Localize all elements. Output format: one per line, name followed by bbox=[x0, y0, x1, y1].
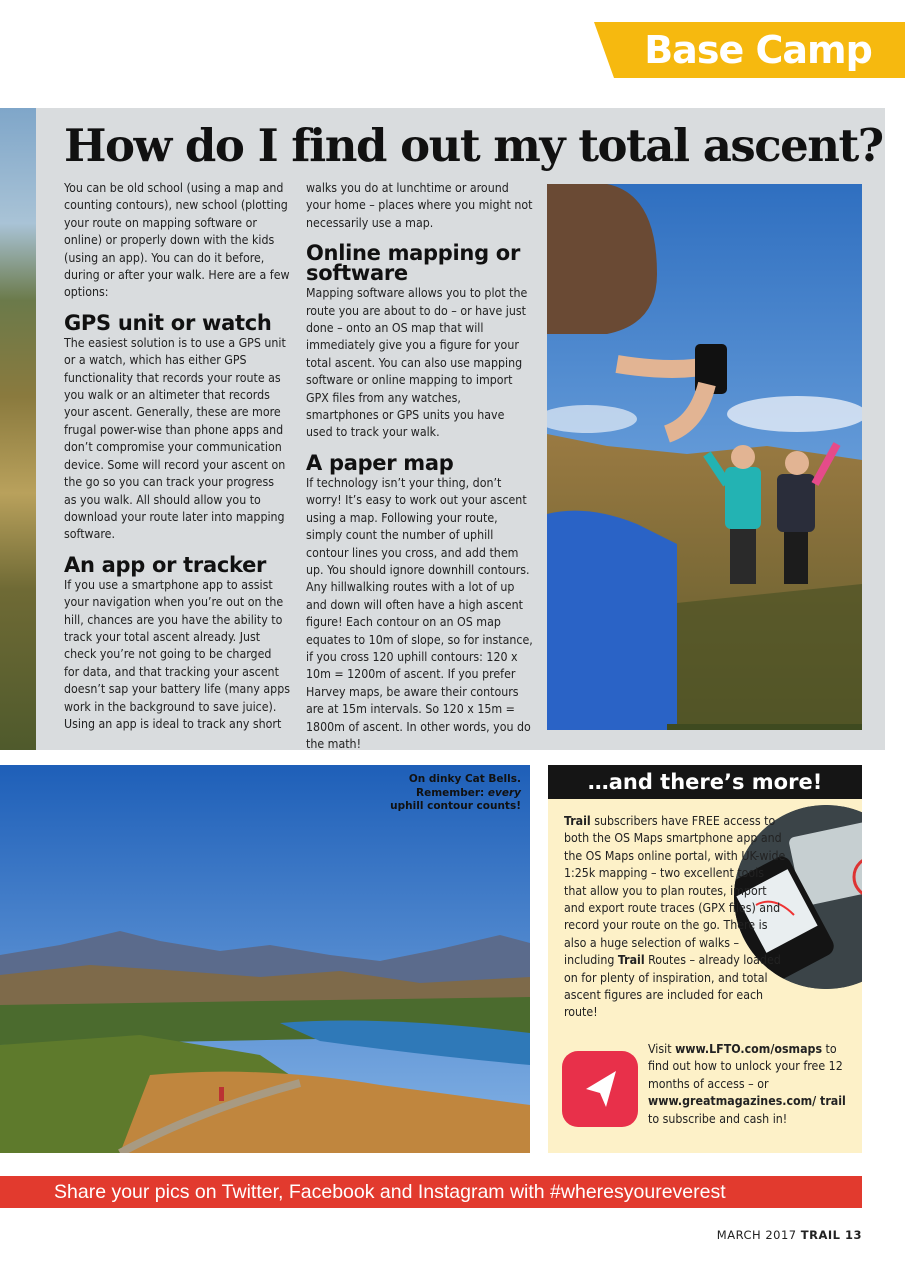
sidebar-text-4: to subscribe and cash in! bbox=[648, 1111, 788, 1126]
os-maps-app-icon bbox=[562, 1051, 638, 1127]
visit-text: Visit bbox=[648, 1042, 676, 1056]
gps-heading: GPS unit or watch bbox=[64, 310, 272, 335]
lfto-link[interactable]: www.LFTO.com/osmaps bbox=[675, 1042, 823, 1056]
hikers-photo bbox=[547, 184, 862, 730]
headline: How do I find out my total ascent? bbox=[64, 119, 883, 172]
article-column-2 bbox=[306, 180, 534, 753]
app-heading: An app or tracker bbox=[64, 552, 267, 577]
article-column-1 bbox=[64, 180, 290, 733]
online-heading: Online mapping or software bbox=[306, 241, 520, 286]
section-tag bbox=[594, 22, 905, 78]
left-photo-strip bbox=[0, 108, 36, 750]
sidebar-text-3: to find out how to unlock your free 12 months of access – or bbox=[648, 1042, 843, 1091]
section-tag-label: Base Camp bbox=[644, 28, 872, 72]
brand-trail-2: Trail bbox=[617, 953, 645, 968]
caption-line-2-text: Remember: bbox=[415, 786, 488, 799]
greatmagazines-link[interactable]: www.greatmagazines.com/ trail bbox=[648, 1094, 846, 1109]
sidebar-text-2: Routes – already loaded on for plenty of inspiration, and total ascent figures are included for each route! bbox=[564, 953, 781, 1020]
issue-date: MARCH 2017 bbox=[716, 1228, 801, 1242]
paper-heading: A paper map bbox=[306, 450, 454, 475]
caption-line-1: On dinky Cat Bells. bbox=[408, 773, 521, 785]
hikers-photo-image bbox=[547, 184, 862, 730]
app-paragraph: If you use a smartphone app to assist your navigation when you’re out on the hill, chances are you have the ability to track your total ascent already. Just check you’re not going to be charged for data, and that tracking your ascent doesn’t sap your battery life (many apps work in the background to save juice). Using an app is ideal to track any short bbox=[64, 577, 290, 731]
paper-paragraph: If technology isn’t your thing, don’t worry! It’s easy to work out your ascent using a map. Following your route, simply count the number of uphill contour lines you cross, and add them up. You should ignore downhill contours. Any hillwalking routes with a lot of up and down will often have a high ascent figure! Each contour on an OS map equates to 10m of slope, so for instance, if you cross 120 uphill contours: 120 x 10m = 1200m of ascent. If you prefer Harvey maps, be aware their contours are at 15m intervals. So 120 x 15m = 1800m of ascent. In other words, you do the math! bbox=[306, 475, 533, 751]
cat-bells-photo bbox=[0, 765, 530, 1153]
caption-line-3: uphill contour counts! bbox=[390, 800, 521, 812]
brand-trail: Trail bbox=[564, 814, 591, 828]
cat-bells-photo-image bbox=[0, 765, 530, 1153]
sidebar-text-1: subscribers have FREE access to both the OS Maps smartphone app and the OS Maps online portal, with UK-wide 1:25k mapping – two excellent tools that allow you to plan routes, import and export route traces (GPX files) and record your route on the go. There is also a huge selection of walks – including bbox=[564, 814, 786, 968]
page-number: 13 bbox=[840, 1228, 862, 1242]
page-footer bbox=[600, 1228, 862, 1242]
app-paragraph-continued: walks you do at lunchtime or around your home – places where you might not necessarily use a map. bbox=[306, 181, 533, 230]
share-banner: Share your pics on Twitter, Facebook and Instagram with #wheresyoureverest bbox=[0, 1176, 862, 1208]
sidebar-paragraph bbox=[564, 813, 788, 1022]
photo-caption bbox=[380, 773, 521, 814]
online-paragraph: Mapping software allows you to plot the route you are about to do – or have just done – onto an OS map that will immediately give you a figure for your total ascent. You can also use mapping software or online mapping to import GPX files from any watches, smartphones or GPS units you have used to track your walk. bbox=[306, 286, 528, 440]
intro-paragraph: You can be old school (using a map and counting contours), new school (plotting your route on mapping software or online) or properly down with the kids (using an app). You can do it before, during or after your walk. Here are a few options: bbox=[64, 181, 290, 300]
magazine-name: TRAIL bbox=[800, 1228, 841, 1242]
sidebar-visit-paragraph bbox=[648, 1041, 858, 1128]
navigation-arrow-icon bbox=[562, 1051, 638, 1127]
more-sidebar bbox=[548, 765, 862, 1153]
gps-paragraph: The easiest solution is to use a GPS unit or a watch, which has either GPS functionality that records your route as you walk or an altimeter that records your ascent. Generally, these are more frugal power-wise than phone apps and don’t compromise your communication device. Some will record your ascent on the go so you can track your progress as you walk. All should allow you to download your route later into mapping software. bbox=[64, 335, 286, 542]
caption-emphasis: every bbox=[487, 786, 521, 799]
sidebar-heading: …and there’s more! bbox=[548, 765, 862, 799]
caption-line-2 bbox=[380, 787, 521, 801]
